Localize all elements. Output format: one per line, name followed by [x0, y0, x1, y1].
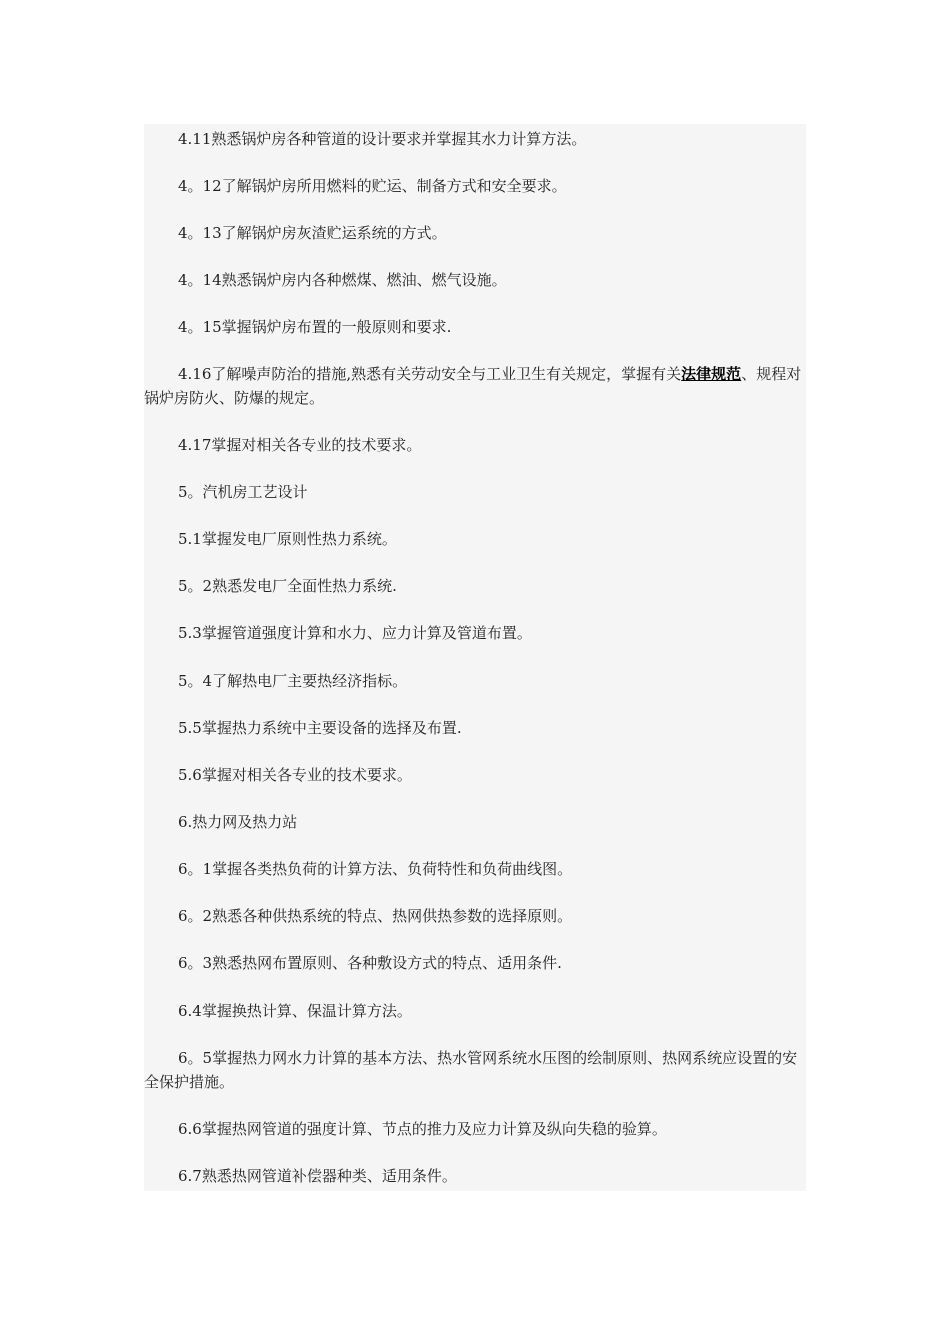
paragraph-6-3: 6。3熟悉热网布置原则、各种敷设方式的特点、适用条件.: [178, 954, 562, 972]
section-heading-6: 6.热力网及热力站: [178, 813, 298, 831]
paragraph-6-1: 6。1掌握各类热负荷的计算方法、负荷特性和负荷曲线图。: [178, 860, 573, 878]
paragraph-4-11: 4.11熟悉锅炉房各种管道的设计要求并掌握其水力计算方法。: [178, 130, 587, 148]
paragraph-6-4: 6.4掌握换热计算、保温计算方法。: [178, 1002, 412, 1020]
paragraph-4-15: 4。15掌握锅炉房布置的一般原则和要求.: [178, 318, 452, 336]
document-content: [144, 124, 806, 1191]
section-heading-5: 5。汽机房工艺设计: [178, 483, 308, 501]
paragraph-4-12: 4。12了解锅炉房所用燃料的贮运、制备方式和安全要求。: [178, 177, 567, 195]
paragraph-6-5: 6。5掌握热力网水力计算的基本方法、热水管网系统水压图的绘制原则、热网系统应设置的安全保护措施。: [144, 1049, 798, 1091]
paragraph-5-1: 5.1掌握发电厂原则性热力系统。: [178, 530, 397, 548]
paragraph-6-7: 6.7熟悉热网管道补偿器种类、适用条件。: [178, 1167, 457, 1185]
paragraph-5-6: 5.6掌握对相关各专业的技术要求。: [178, 766, 412, 784]
paragraph-4-16: 4.16了解噪声防治的措施,熟悉有关劳动安全与工业卫生有关规定，掌握有关法律规范、规程对锅炉房防火、防爆的规定。: [144, 365, 802, 407]
paragraph-5-2: 5。2熟悉发电厂全面性热力系统.: [178, 577, 397, 595]
paragraph-5-3: 5.3掌握管道强度计算和水力、应力计算及管道布置。: [178, 624, 532, 642]
paragraph-5-5: 5.5掌握热力系统中主要设备的选择及布置.: [178, 719, 462, 737]
paragraph-4-14: 4。14熟悉锅炉房内各种燃煤、燃油、燃气设施。: [178, 271, 507, 289]
paragraph-5-4: 5。4了解热电厂主要热经济指标。: [178, 672, 408, 690]
link-law-regulation[interactable]: 法律规范: [681, 365, 742, 383]
paragraph-4-17: 4.17掌握对相关各专业的技术要求。: [178, 436, 422, 454]
paragraph-4-13: 4。13了解锅炉房灰渣贮运系统的方式。: [178, 224, 447, 242]
paragraph-6-6: 6.6掌握热网管道的强度计算、节点的推力及应力计算及纵向失稳的验算。: [178, 1120, 667, 1138]
paragraph-6-2: 6。2熟悉各种供热系统的特点、热网供热参数的选择原则。: [178, 907, 573, 925]
